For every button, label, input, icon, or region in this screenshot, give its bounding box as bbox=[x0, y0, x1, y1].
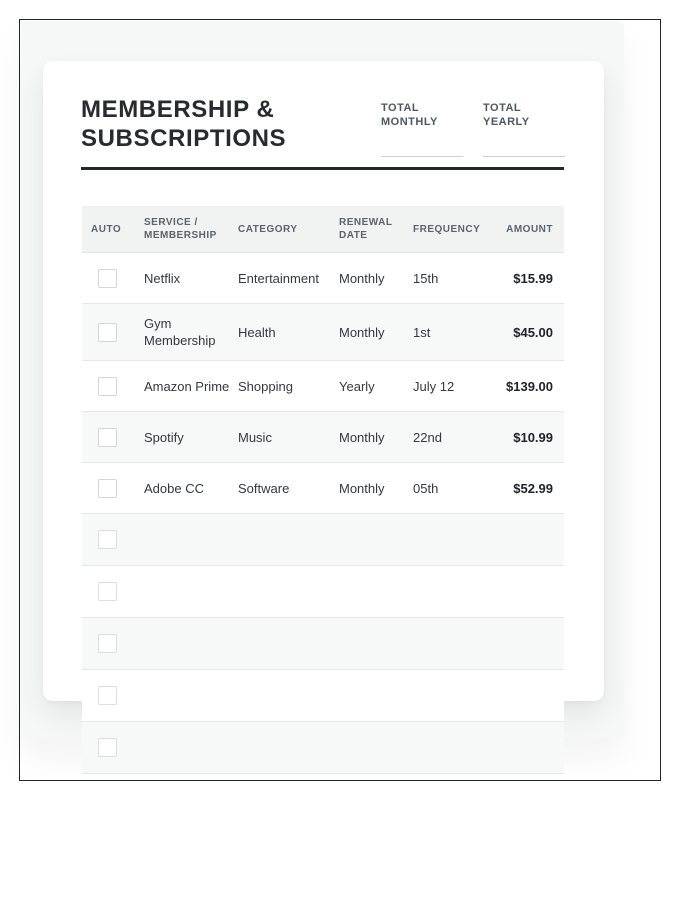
cell-renewal: Monthly bbox=[339, 324, 385, 340]
cell-frequency: 15th bbox=[413, 270, 439, 286]
subscriptions-card bbox=[43, 61, 604, 701]
cell-renewal bbox=[339, 685, 413, 707]
cell-service bbox=[144, 685, 238, 707]
cell-amount: $15.99 bbox=[513, 270, 553, 286]
cell-renewal bbox=[339, 633, 413, 655]
column-header-frequency: FREQUENCY bbox=[413, 223, 481, 235]
cell-category bbox=[238, 685, 339, 707]
total-yearly-input-line[interactable] bbox=[483, 155, 565, 157]
cell-frequency: July 12 bbox=[413, 378, 455, 394]
total-monthly-input-line[interactable] bbox=[381, 155, 463, 157]
auto-checkbox[interactable] bbox=[98, 269, 117, 288]
cell-renewal: Monthly bbox=[339, 429, 385, 445]
cell-category: Music bbox=[238, 429, 272, 445]
cell-service: Gym Membership bbox=[144, 316, 216, 348]
cell-service: Spotify bbox=[144, 429, 184, 445]
cell-service bbox=[144, 737, 238, 759]
cell-category bbox=[238, 581, 339, 603]
cell-service bbox=[144, 581, 238, 603]
cell-frequency: 22nd bbox=[413, 429, 442, 445]
auto-cell bbox=[82, 582, 144, 601]
table-row-empty bbox=[82, 618, 564, 670]
cell-frequency: 1st bbox=[413, 324, 431, 340]
auto-cell bbox=[82, 376, 144, 395]
auto-cell bbox=[82, 478, 144, 497]
cell-frequency bbox=[413, 685, 501, 707]
cell-amount bbox=[501, 633, 564, 655]
auto-checkbox[interactable] bbox=[98, 686, 117, 705]
cell-service bbox=[144, 529, 238, 551]
column-header-auto: AUTO bbox=[91, 223, 122, 235]
subscriptions-table bbox=[82, 206, 564, 774]
cell-amount: $139.00 bbox=[506, 378, 553, 394]
cell-amount bbox=[501, 581, 564, 603]
cell-amount: $45.00 bbox=[513, 324, 553, 340]
column-header-renewal: RENEWAL DATE bbox=[339, 217, 393, 241]
page-title: MEMBERSHIP & SUBSCRIPTIONS bbox=[81, 96, 287, 152]
cell-service: Amazon Prime bbox=[144, 378, 230, 394]
cell-category: Software bbox=[238, 480, 290, 496]
cell-renewal bbox=[339, 529, 413, 551]
auto-checkbox[interactable] bbox=[98, 738, 117, 757]
auto-cell bbox=[82, 530, 144, 549]
total-monthly-field bbox=[381, 101, 467, 157]
cell-service bbox=[144, 633, 238, 655]
cell-category bbox=[238, 633, 339, 655]
table-row-empty bbox=[82, 566, 564, 618]
auto-checkbox[interactable] bbox=[98, 582, 117, 601]
header-divider bbox=[81, 167, 564, 170]
auto-checkbox[interactable] bbox=[98, 634, 117, 653]
table-header-row bbox=[82, 206, 564, 253]
auto-checkbox[interactable] bbox=[98, 428, 117, 447]
cell-amount: $52.99 bbox=[513, 480, 553, 496]
table-row-empty bbox=[82, 670, 564, 722]
auto-cell bbox=[82, 427, 144, 446]
table-row bbox=[82, 253, 564, 304]
cell-category bbox=[238, 529, 339, 551]
total-yearly-label: TOTAL YEARLY bbox=[483, 102, 530, 128]
auto-checkbox[interactable] bbox=[98, 377, 117, 396]
table-row bbox=[82, 463, 564, 514]
cell-amount: $10.99 bbox=[513, 429, 553, 445]
cell-service: Netflix bbox=[144, 270, 181, 286]
auto-cell bbox=[82, 686, 144, 705]
cell-category: Health bbox=[238, 324, 276, 340]
cell-frequency bbox=[413, 529, 501, 551]
cell-amount bbox=[501, 529, 564, 551]
cell-category: Entertainment bbox=[238, 270, 319, 286]
auto-cell bbox=[82, 322, 144, 341]
auto-checkbox[interactable] bbox=[98, 323, 117, 342]
cell-frequency bbox=[413, 581, 501, 603]
cell-frequency bbox=[413, 633, 501, 655]
cell-amount bbox=[501, 685, 564, 707]
column-header-category: CATEGORY bbox=[238, 223, 298, 235]
cell-amount bbox=[501, 737, 564, 759]
column-header-amount: AMOUNT bbox=[506, 223, 553, 235]
cell-renewal bbox=[339, 737, 413, 759]
cell-category: Shopping bbox=[238, 378, 293, 394]
auto-cell bbox=[82, 268, 144, 287]
cell-category bbox=[238, 737, 339, 759]
cell-renewal bbox=[339, 581, 413, 603]
cell-service: Adobe CC bbox=[144, 480, 204, 496]
table-row-empty bbox=[82, 722, 564, 774]
table-row bbox=[82, 361, 564, 412]
table-row bbox=[82, 304, 564, 361]
cell-frequency: 05th bbox=[413, 480, 439, 496]
auto-cell bbox=[82, 634, 144, 653]
total-yearly-field bbox=[483, 101, 569, 157]
cell-renewal: Yearly bbox=[339, 378, 375, 394]
auto-checkbox[interactable] bbox=[98, 530, 117, 549]
auto-checkbox[interactable] bbox=[98, 479, 117, 498]
table-row bbox=[82, 412, 564, 463]
cell-frequency bbox=[413, 737, 501, 759]
cell-renewal: Monthly bbox=[339, 480, 385, 496]
cell-renewal: Monthly bbox=[339, 270, 385, 286]
column-header-service: SERVICE / MEMBERSHIP bbox=[144, 217, 217, 241]
table-row-empty bbox=[82, 514, 564, 566]
total-monthly-label: TOTAL MONTHLY bbox=[381, 102, 438, 128]
auto-cell bbox=[82, 738, 144, 757]
